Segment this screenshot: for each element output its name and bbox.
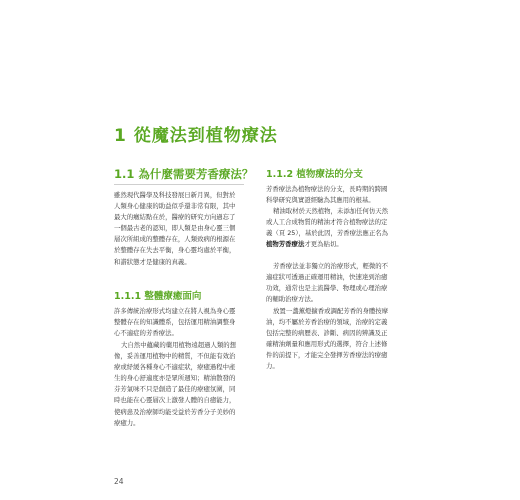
text-line: 科學研究與實證經驗為其應用的根基。 [266, 196, 375, 205]
text-line: 心不適症的芳香療法。 [114, 329, 178, 338]
text-line: 和諧狀態才是健康的真義。 [114, 257, 191, 266]
text-line: 大自然中蘊藏的藥用植物遠超過人類的想 [121, 341, 237, 349]
page-number: 24 [114, 477, 124, 486]
text-line: 芬芳氣味不只是創造了最佳的療癒氛圍，同 [114, 385, 236, 394]
text-line: 芳香療法並非獨立的治療形式，輕微的不 [273, 262, 389, 270]
text-line: 或人工合成物質的精油才符合植物療法的定 [266, 218, 388, 227]
text-line: 使病患及治療師均能受益於芳香分子美妙的 [114, 407, 236, 416]
subsection-title-1-1-1: 1.1.1 整體療癒面向 [114, 291, 202, 302]
text-line: 適症狀可透過正確運用精油，快速達到治癒 [266, 273, 388, 282]
text-line: 整體存在的知識體系，包括運用精油調整身 [114, 318, 236, 327]
text-line: 生的身心舒適度亦是眾所週知；精油散發的 [114, 374, 236, 383]
text-line: 療癒力。 [114, 418, 140, 427]
text-line: 義（頁 25），基於此因，芳香療法應正名為 [266, 229, 388, 238]
text-line: 於整體存在失去平衡，身心靈均處於平衡， [114, 246, 236, 255]
left-column-paragraph-2 [114, 306, 264, 339]
chapter-title: 1 從魔法到植物療法 [114, 126, 278, 146]
text-line: 的輔助治療方法。 [266, 295, 318, 304]
left-column-paragraph-1 [114, 190, 264, 268]
text-line: 許多傳統治療形式均建立在將人視為身心靈 [114, 307, 236, 315]
text-line: 一個最古老的認知，即人類是由身心靈三個 [114, 224, 236, 233]
left-column-paragraph-3 [114, 340, 264, 429]
text-line: 療或紓緩各種身心不適症狀，療癒過程中產 [114, 363, 236, 372]
text-line: 雖然現代醫學及科技發展日新月異，但對於 [114, 191, 236, 199]
text-line: 件的前提下，才能完全發揮芳香療法的療癒 [266, 351, 388, 360]
text-line: 像，妥善運用植物中的精質，不但能有效治 [114, 352, 236, 361]
text-line: 功效，通常也是主流醫學、物理或心理治療 [266, 284, 388, 293]
section-title: 1.1 為什麼需要芳香療法？ [114, 167, 254, 181]
text-line: 放置一盞薰燈擴香或調配芳香的身體按摩 [273, 307, 389, 315]
text-line: 油，均不屬於芳香治療的領域，治療的定義 [266, 318, 388, 327]
text-line: 人類身心健康的助益似乎還非常有限，其中 [114, 202, 236, 211]
text-line: 層次所組成的整體存在，人類致病的根源在 [114, 235, 236, 244]
bold-term-suffix: 才更為貼切。 [304, 240, 343, 249]
section-divider [114, 184, 244, 185]
right-column-paragraph-1 [266, 184, 416, 206]
right-column-paragraph-2 [266, 206, 416, 250]
text-line: 最大的癥結點在於，醫療的研究方向過忘了 [114, 213, 236, 222]
text-line: 確精油劑量和應用形式的選擇，符合上述條 [266, 340, 388, 349]
text-line: 芳香療法為植物療法的分支，長時期的跨國 [266, 185, 388, 193]
subsection-title-1-1-2: 1.1.2 植物療法的分支 [266, 169, 363, 180]
text-line: 力。 [266, 362, 279, 371]
right-column-paragraph-3 [266, 261, 416, 305]
text-line: 包括完整的病歷表、診斷、病因的辨識及正 [266, 329, 388, 338]
bold-term: 植物芳香療法 [266, 240, 305, 249]
text-line: 時也能在心靈層次上激發人體的自癒能力， [114, 396, 236, 405]
text-line: 精油取材於天然植物，未添加任何仿天然 [273, 207, 389, 215]
right-column-paragraph-4 [266, 306, 416, 373]
